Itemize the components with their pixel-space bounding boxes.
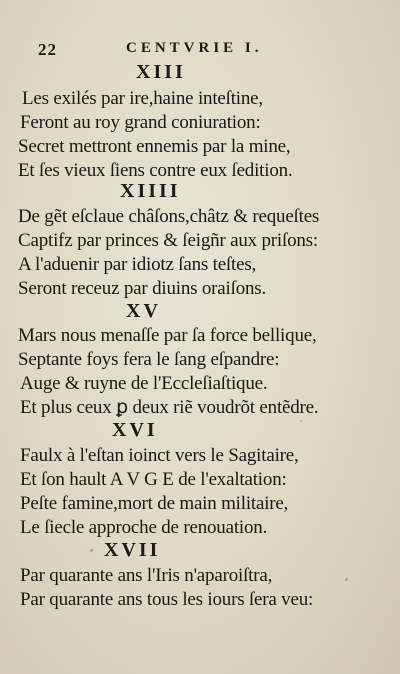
verse-line: Septante foys fera le ſang eſpandre: bbox=[18, 349, 280, 370]
verse-line: Seront receuz par diuins oraiſons. bbox=[18, 278, 267, 299]
quatrain-number: XIIII bbox=[120, 180, 181, 202]
quatrain-number: XV bbox=[126, 300, 161, 322]
verse-line: Les exilés par ire,haine inteſtine, bbox=[22, 88, 263, 109]
paper-speck bbox=[300, 420, 302, 422]
verse-line: Et ſes vieux ſiens contre eux ſedition. bbox=[18, 160, 293, 181]
verse-line: Par quarante ans tous les iours ſera veu: bbox=[20, 589, 314, 610]
verse-line: A l'aduenir par idiotz ſans teſtes, bbox=[18, 254, 257, 275]
quatrain-number: XVI bbox=[112, 419, 158, 441]
running-head: CENTVRIE I. bbox=[126, 40, 263, 56]
verse-line: Secret mettront ennemis par la mine, bbox=[18, 136, 291, 157]
verse-line: Le ſiecle approche de renouation. bbox=[20, 517, 268, 538]
quatrain-number: XIII bbox=[136, 61, 186, 83]
verse-line: Mars nous menaſſe par ſa force bellique, bbox=[18, 325, 317, 346]
page-header bbox=[0, 40, 400, 64]
paper-speck bbox=[90, 549, 93, 552]
verse-line: Et ſon hault A V G E de l'exaltation: bbox=[20, 469, 287, 490]
verse-line: Par quarante ans l'Iris n'aparoiſtra, bbox=[20, 565, 273, 586]
verse-line: Et plus ceux ꝑ deux riẽ voudrõt entẽdre. bbox=[20, 397, 319, 418]
quatrain-number: XVII bbox=[104, 539, 161, 561]
page-number: 22 bbox=[38, 40, 57, 59]
verse-line: Captifz par princes & ſeigñr aux priſons: bbox=[18, 230, 318, 251]
verse-line: Faulx à l'eſtan ioinct vers le Sagitaire, bbox=[20, 445, 299, 466]
verse-line: Peſte famine,mort de main militaire, bbox=[20, 493, 289, 514]
verse-line: Auge & ruyne de l'Eccleſiaſtique. bbox=[20, 373, 268, 394]
verse-line: Feront au roy grand coniuration: bbox=[20, 112, 261, 133]
paper-speck bbox=[345, 578, 348, 581]
verse-line: De gẽt eſclaue châſons,châtz & requeſtes bbox=[18, 206, 320, 227]
